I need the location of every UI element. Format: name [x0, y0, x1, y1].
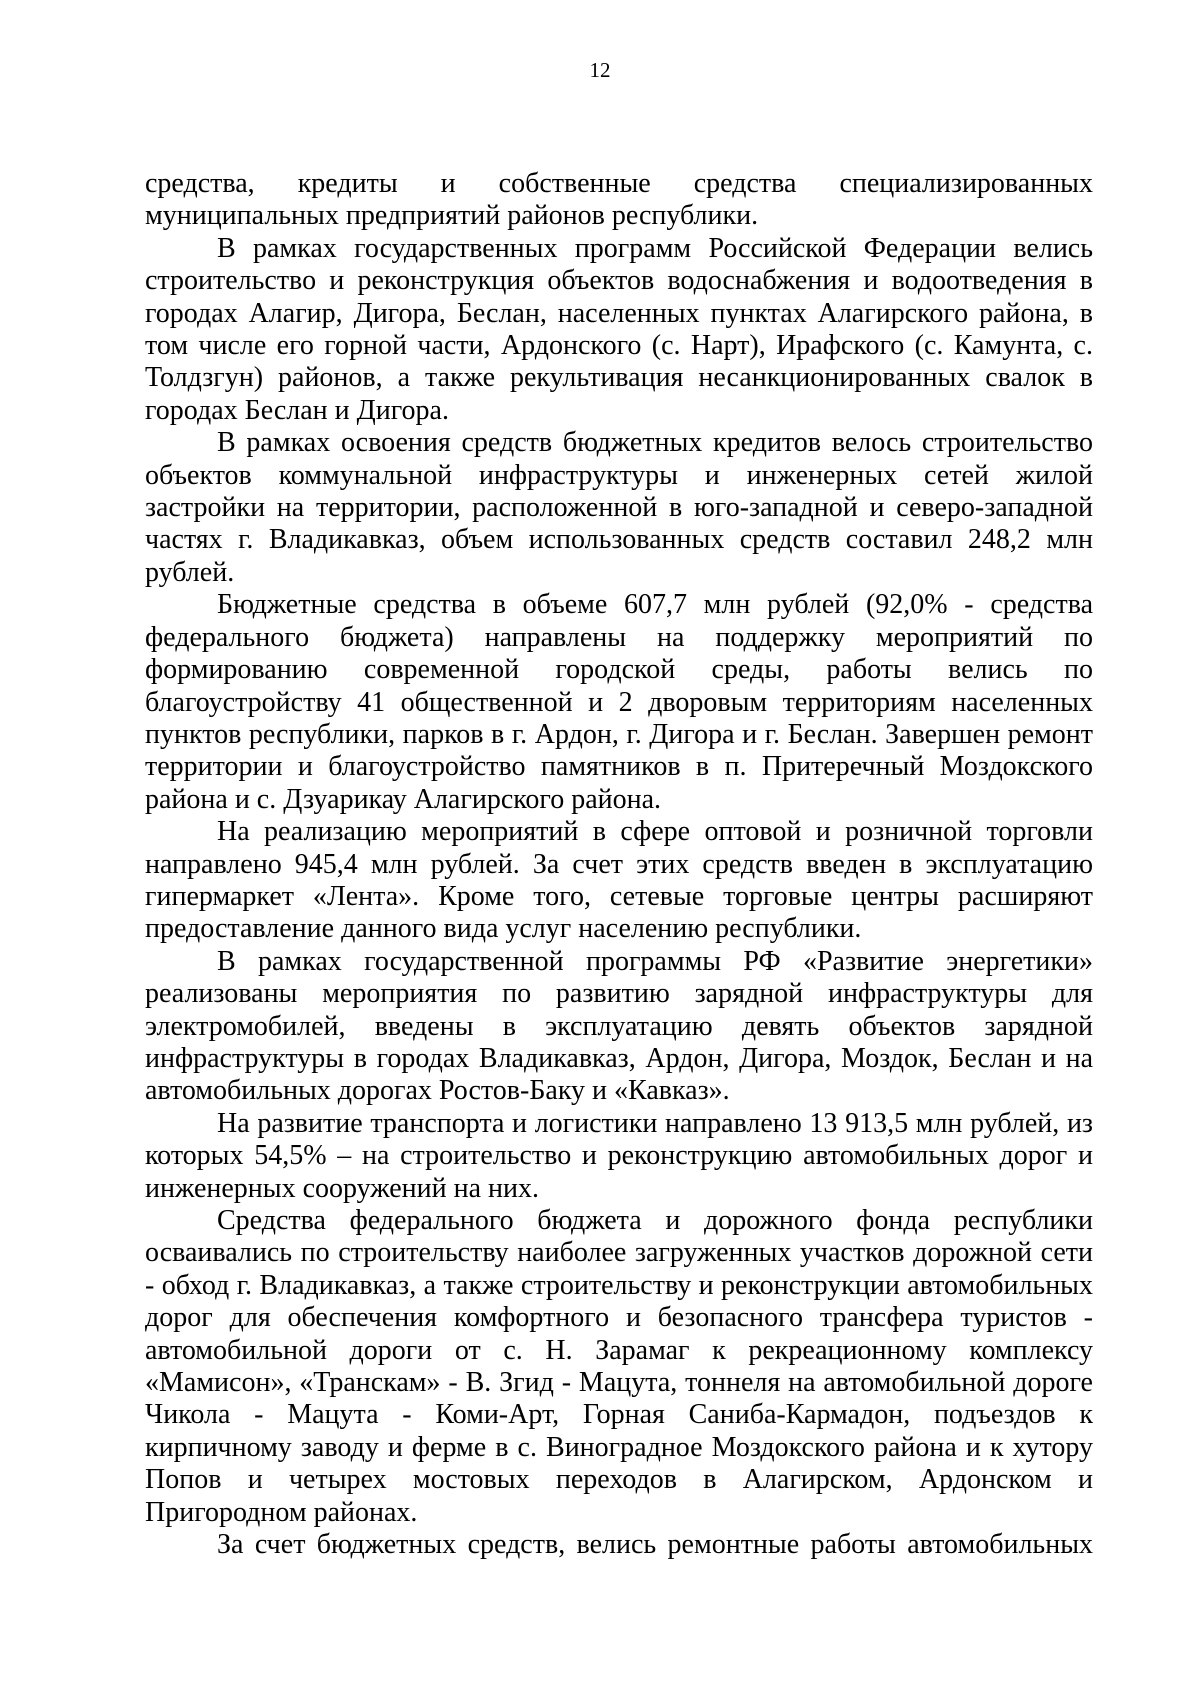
paragraph: На реализацию мероприятий в сфере оптовой и розничной торговли направлено 945,4 млн рублей. За счет этих средств введен в эксплуатацию гипермаркет «Лента». Кроме того, сетевые торговые центры расширяют предоставление данного вида услуг населению республики. [145, 816, 1093, 945]
paragraph: Бюджетные средства в объеме 607,7 млн рублей (92,0% - средства федерального бюджета) направлены на поддержку мероприятий по формированию современной городской среды, работы велись по благоустройству 41 общественной и 2 дворовым территориям населенных пунктов республики, парков в г. Ардон, г. Дигора и г. Беслан. Завершен ремонт территории и благоустройство памятников в п. Притеречный Моздокского района и с. Дзуарикау Алагирского района. [145, 589, 1093, 815]
paragraph: В рамках государственной программы РФ «Развитие энергетики» реализованы мероприятия по развитию зарядной инфраструктуры для электромобилей, введены в эксплуатацию девять объектов зарядной инфраструктуры в городах Владикавказ, Ардон, Дигора, Моздок, Беслан и на автомобильных дорогах Ростов-Баку и «Кавказ». [145, 945, 1093, 1107]
paragraph: В рамках освоения средств бюджетных кредитов велось строительство объектов коммунальной инфраструктуры и инженерных сетей жилой застройки на территории, расположенной в юго-западной и северо-западной частях г. Владикавказ, объем использованных средств составил 248,2 млн рублей. [145, 427, 1093, 588]
paragraph: На развитие транспорта и логистики направлено 13 913,5 млн рублей, из которых 54,5% – на строительство и реконструкцию автомобильных дорог и инженерных сооружений на них. [145, 1107, 1093, 1204]
paragraph: Средства федерального бюджета и дорожного фонда республики осваивались по строительству наиболее загруженных участков дорожной сети - обход г. Владикавказ, а также строительству и реконструкции автомобильных дорог для обеспечения комфортного и безопасного трансфера туристов - автомобильной дороги от с. Н. Зарамаг к рекреационному комплексу «Мамисон», «Транскам» - В. Згид - Мацута, тоннеля на автомобильной дороге Чикола - Мацута - Коми-Арт, Горная Саниба-Кармадон, подъездов к кирпичному заводу и ферме в с. Виноградное Моздокского района и к хутору Попов и четырех мостовых переходов в Алагирском, Ардонском и Пригородном районах. [145, 1205, 1093, 1528]
paragraph: средства, кредиты и собственные средства специализированных муниципальных предприятий районов республики. [145, 168, 1093, 232]
page-number: 12 [589, 58, 611, 82]
paragraph: В рамках государственных программ Российской Федерации велись строительство и реконструкция объектов водоснабжения и водоотведения в городах Алагир, Дигора, Беслан, населенных пунктах Алагирского района, в том числе его горной части, Ардонского (с. Нарт), Ирафского (с. Камунта, с. Толдзгун) районов, а также рекультивация несанкционированных свалок в городах Беслан и Дигора. [145, 232, 1093, 426]
paragraph: За счет бюджетных средств, велись ремонтные работы автомобильных [217, 1529, 1093, 1561]
body-text [145, 168, 1093, 1561]
